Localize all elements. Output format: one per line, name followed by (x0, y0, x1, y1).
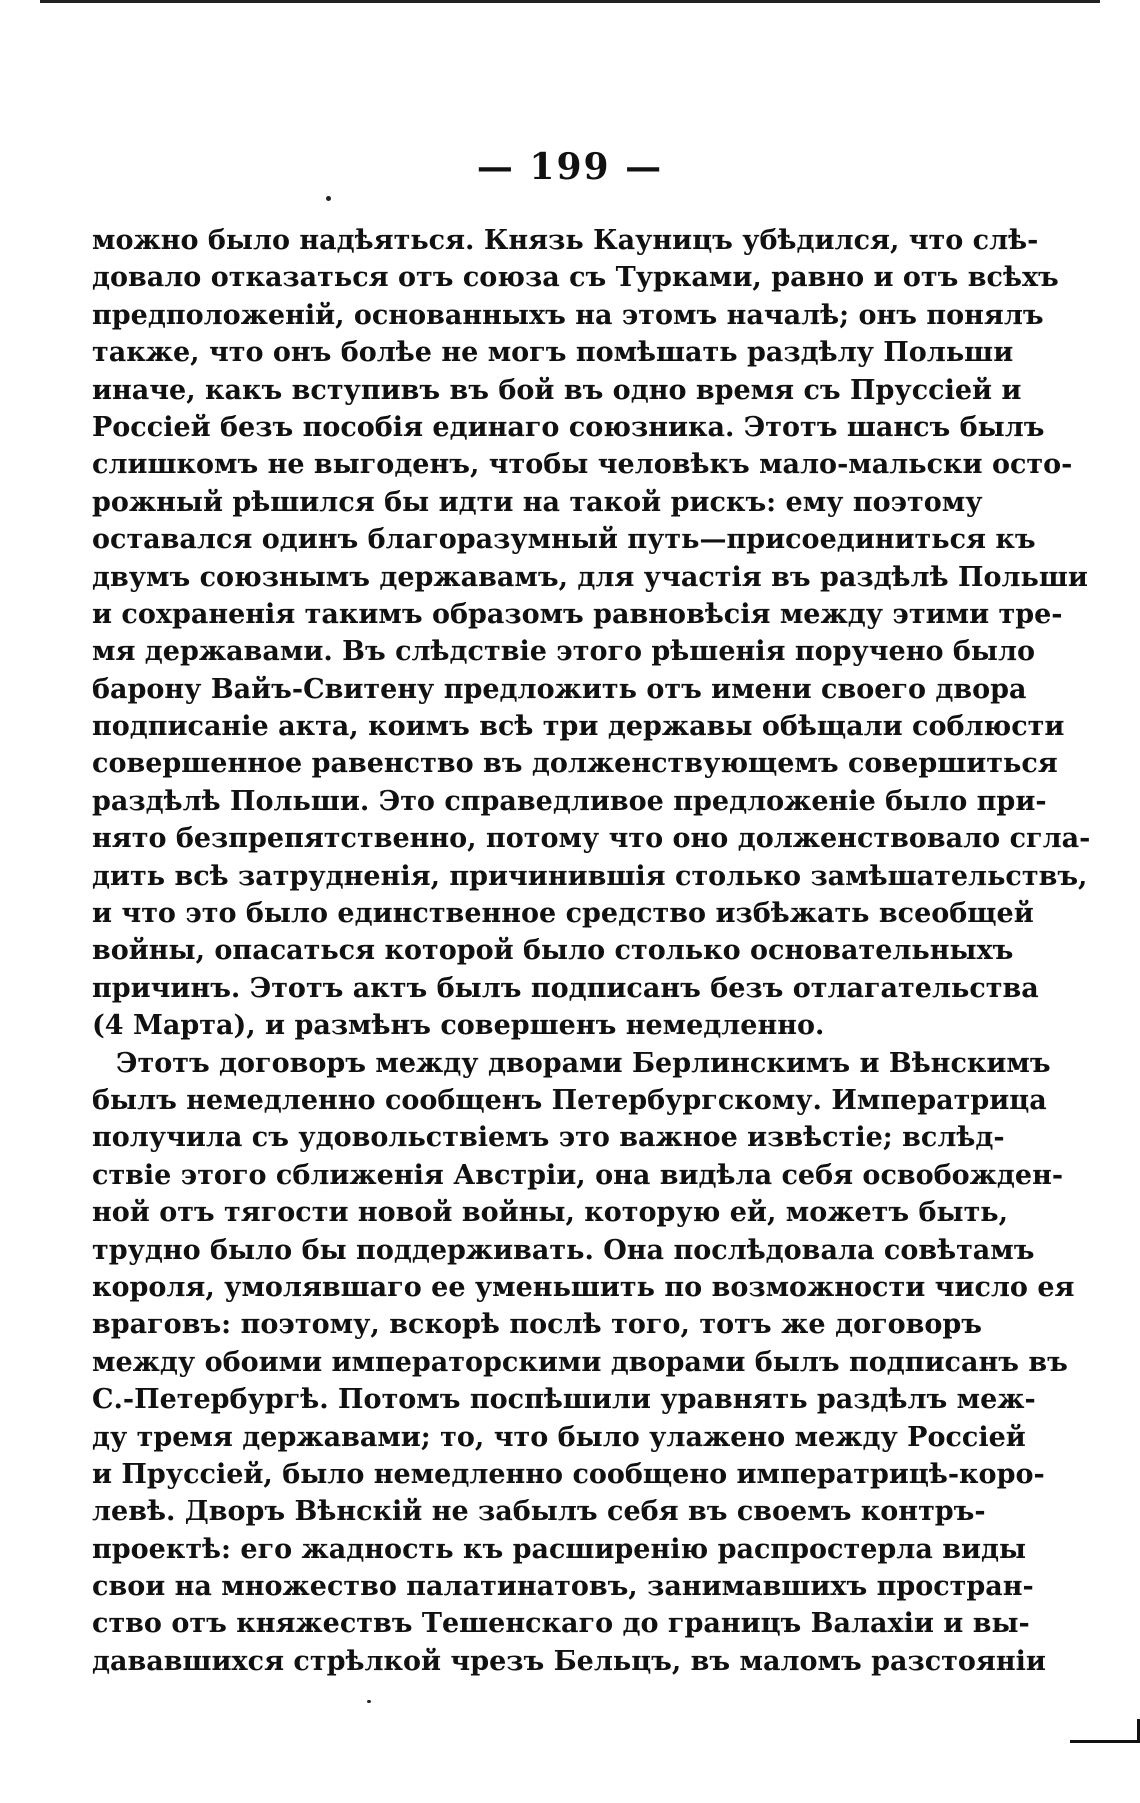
text-line: ство отъ княжествъ Тешенскаго до границъ Валахіи и вы- (92, 1608, 1030, 1640)
text-line: и Пруссіей, было немедленно сообщено императрицѣ-коро- (92, 1458, 1045, 1490)
text-line: иначе, какъ вступивъ въ бой въ одно время съ Пруссіей и (92, 374, 1022, 406)
text-line: свои на множество палатинатовъ, занимавшихъ простран- (92, 1571, 1034, 1603)
text-line: С.-Петербургѣ. Потомъ поспѣшили уравнять раздѣлъ меж- (92, 1384, 1036, 1416)
text-line: ствіе этого сближенія Австріи, она видѣла себя освобожден- (92, 1159, 1064, 1191)
text-line: войны, опасаться которой было столько основательныхъ (92, 935, 1014, 967)
text-line: получила съ удовольствіемъ это важное извѣстіе; вслѣд- (92, 1122, 1005, 1154)
text-line: между обоими императорскими дворами былъ подписанъ въ (92, 1346, 1068, 1378)
text-line: предположеній, основанныхъ на этомъ началѣ; онъ понялъ (92, 299, 1044, 331)
body-text (92, 222, 1091, 1680)
text-line: трудно было бы поддерживать. Она послѣдовала совѣтамъ (92, 1234, 1035, 1266)
text-line: подписаніе акта, коимъ всѣ три державы обѣщали соблюсти (92, 711, 1065, 743)
text-line: также, что онъ болѣе не могъ помѣшать раздѣлу Польши (92, 337, 1014, 369)
text-line: дить всѣ затрудненія, причинившія столько замѣшательствъ, (92, 860, 1088, 892)
text-line: короля, умолявшаго ее уменьшить по возможности число ея (92, 1271, 1075, 1303)
text-line: левѣ. Дворъ Вѣнскій не забылъ себя въ своемъ контръ- (92, 1496, 986, 1528)
top-border-rule (40, 0, 1100, 3)
text-line: мя державами. Въ слѣдствіе этого рѣшенія поручено было (92, 636, 1036, 668)
text-line: барону Вайъ-Свитену предложить отъ имени своего двора (92, 673, 1027, 705)
text-line: Россіей безъ пособія единаго союзника. Этотъ шансъ былъ (92, 411, 1045, 443)
text-line: враговъ: поэтому, вскорѣ послѣ того, тотъ же договоръ (92, 1309, 982, 1341)
text-line: двумъ союзнымъ державамъ, для участія въ раздѣлѣ Польши (92, 561, 1088, 593)
scan-corner-mark (1070, 1740, 1140, 1743)
text-line-paragraph-start: Этотъ договоръ между дворами Берлинскимъ и Вѣнскимъ (116, 1047, 1051, 1079)
text-line: рожный рѣшился бы идти на такой рискъ: ему поэтому (92, 486, 983, 518)
page-number: — 199 — (476, 146, 664, 188)
text-line-paragraph-end: (4 Марта), и размѣнъ совершенъ немедленно. (92, 1010, 825, 1042)
text-line: дававшихся стрѣлкой чрезъ Бельцъ, въ маломъ разстояніи (92, 1645, 1046, 1677)
text-line: былъ немедленно сообщенъ Петербургскому. Императрица (92, 1084, 1047, 1116)
text-line: и что это было единственное средство избѣжать всеобщей (92, 898, 1034, 930)
text-line: ной отъ тягости новой войны, которую ей, можетъ быть, (92, 1197, 1009, 1229)
text-line: довало отказаться отъ союза съ Турками, равно и отъ всѣхъ (92, 262, 1059, 294)
text-line: раздѣлѣ Польши. Это справедливое предложеніе было при- (92, 785, 1047, 817)
text-line: можно было надѣяться. Князь Кауницъ убѣдился, что слѣ- (92, 225, 1039, 256)
text-line: причинъ. Этотъ актъ былъ подписанъ безъ отлагательства (92, 972, 1039, 1004)
text-line: совершенное равенство въ долженствующемъ совершиться (92, 748, 1058, 780)
text-line: ду тремя державами; то, что было улажено между Россіей (92, 1421, 1026, 1453)
print-speck (367, 1700, 371, 1703)
text-line: нято безпрепятственно, потому что оно долженствовало сгла- (92, 823, 1091, 855)
text-line: проектѣ: его жадность къ расширенію распростерла виды (92, 1533, 1027, 1565)
print-speck (326, 196, 331, 201)
text-line: и сохраненія такимъ образомъ равновѣсія между этими тре- (92, 598, 1063, 630)
text-line: оставался одинъ благоразумный путь—присоединиться къ (92, 524, 1036, 556)
text-line: слишкомъ не выгоденъ, чтобы человѣкъ мало-мальски осто- (92, 449, 1073, 481)
